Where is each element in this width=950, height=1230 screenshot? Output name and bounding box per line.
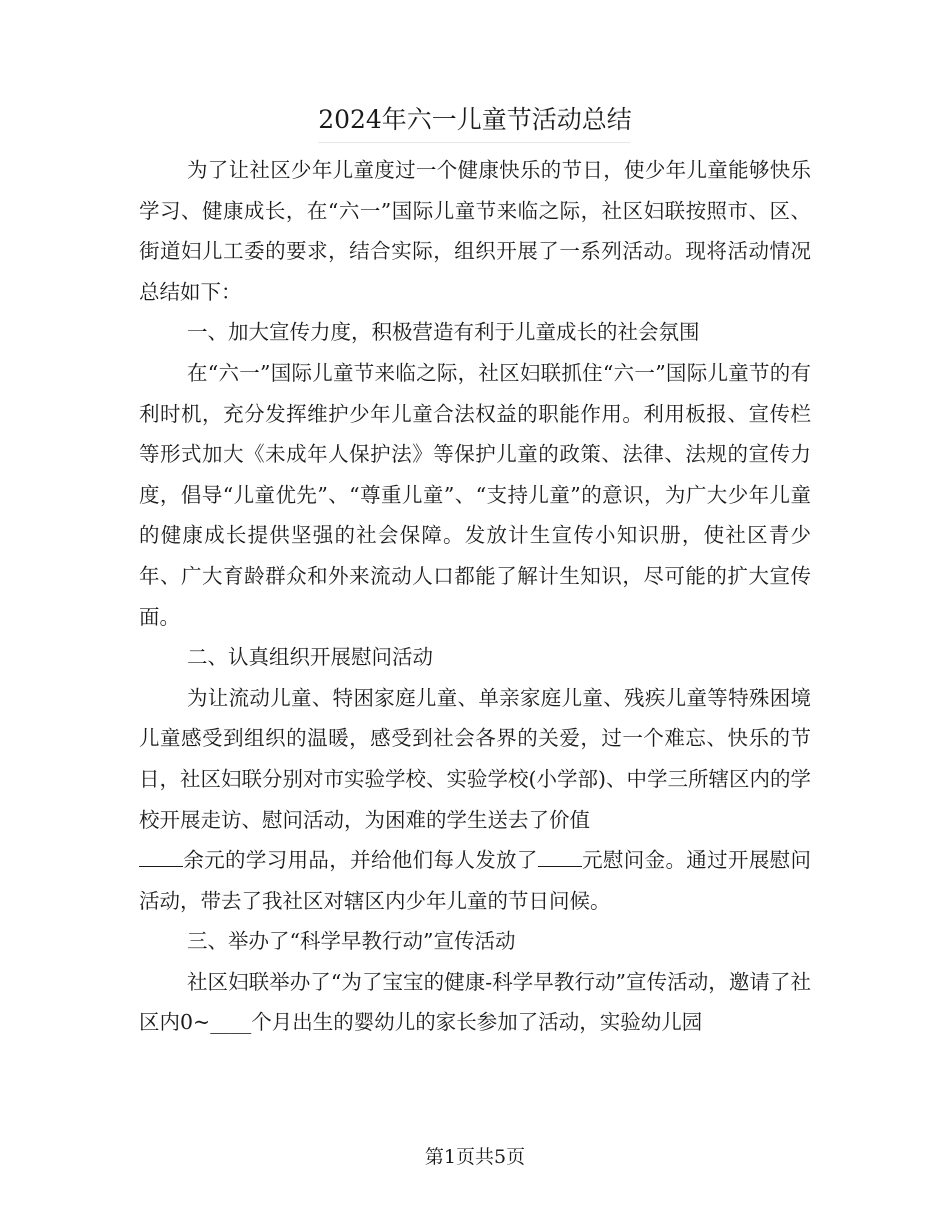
blank-amount-cash — [538, 850, 582, 867]
paragraph-section-2 — [139, 678, 811, 922]
blank-amount-supplies — [139, 850, 183, 867]
paragraph-section-2-part2: 余元的学习用品，并给他们每人发放了 — [183, 848, 538, 873]
paragraph-section-2-part1: 为让流动儿童、特困家庭儿童、单亲家庭儿童、残疾儿童等特殊困境儿童感受到组织的温暖，感受到社会各界的关爱，过一个难忘、快乐的节日，社区妇联分别对市实验学校、实验学校(小学部)、中学三所辖区内的学校开展走访、慰问活动，为困难的学生送去了价值 — [139, 685, 811, 832]
paragraph-section-3: 社区妇联举办了“为了宝宝的健康-科学早教行动”宣传活动，邀请了社区内0~____个月出生的婴幼儿的家长参加了活动，实验幼儿园 — [139, 969, 811, 1035]
section-heading-3: 三、举办了“科学早教行动”宣传活动 — [187, 929, 516, 954]
paragraph-section-1: 在“六一”国际儿童节来临之际，社区妇联抓住“六一”国际儿童节的有利时机，充分发挥维护少年儿童合法权益的职能作用。利用板报、宣传栏等形式加大《未成年人保护法》等保护儿童的政策、法律、法规的宣传力度，倡导“儿童优先”、“尊重儿童”、“支持儿童”的意识，为广大少年儿童的健康成长提供坚强的社会保障。发放计生宣传小知识册，使社区青少年、广大育龄群众和外来流动人口都能了解计生知识，尽可能的扩大宣传面。 — [139, 360, 811, 629]
title-underline — [318, 142, 630, 143]
section-heading-1: 一、加大宣传力度，积极营造有利于儿童成长的社会氛围 — [187, 320, 700, 345]
section-heading-2: 二、认真组织开展慰问活动 — [187, 645, 433, 670]
paragraph-section-2-part3: 元慰问金。通过开展慰问活动，带去了我社区对辖区内少年儿童的节日问候。 — [139, 848, 812, 913]
paragraph-intro: 为了让社区少年儿童度过一个健康快乐的节日，使少年儿童能够快乐学习、健康成长，在“六一”国际儿童节来临之际，社区妇联按照市、区、街道妇儿工委的要求，结合实际，组织开展了一系列活动。现将活动情况总结如下： — [139, 158, 811, 304]
document-body — [139, 150, 811, 1043]
page-footer: 第1页共5页 — [424, 1146, 526, 1168]
document-title: 2024年六一儿童节活动总结 — [318, 105, 632, 134]
